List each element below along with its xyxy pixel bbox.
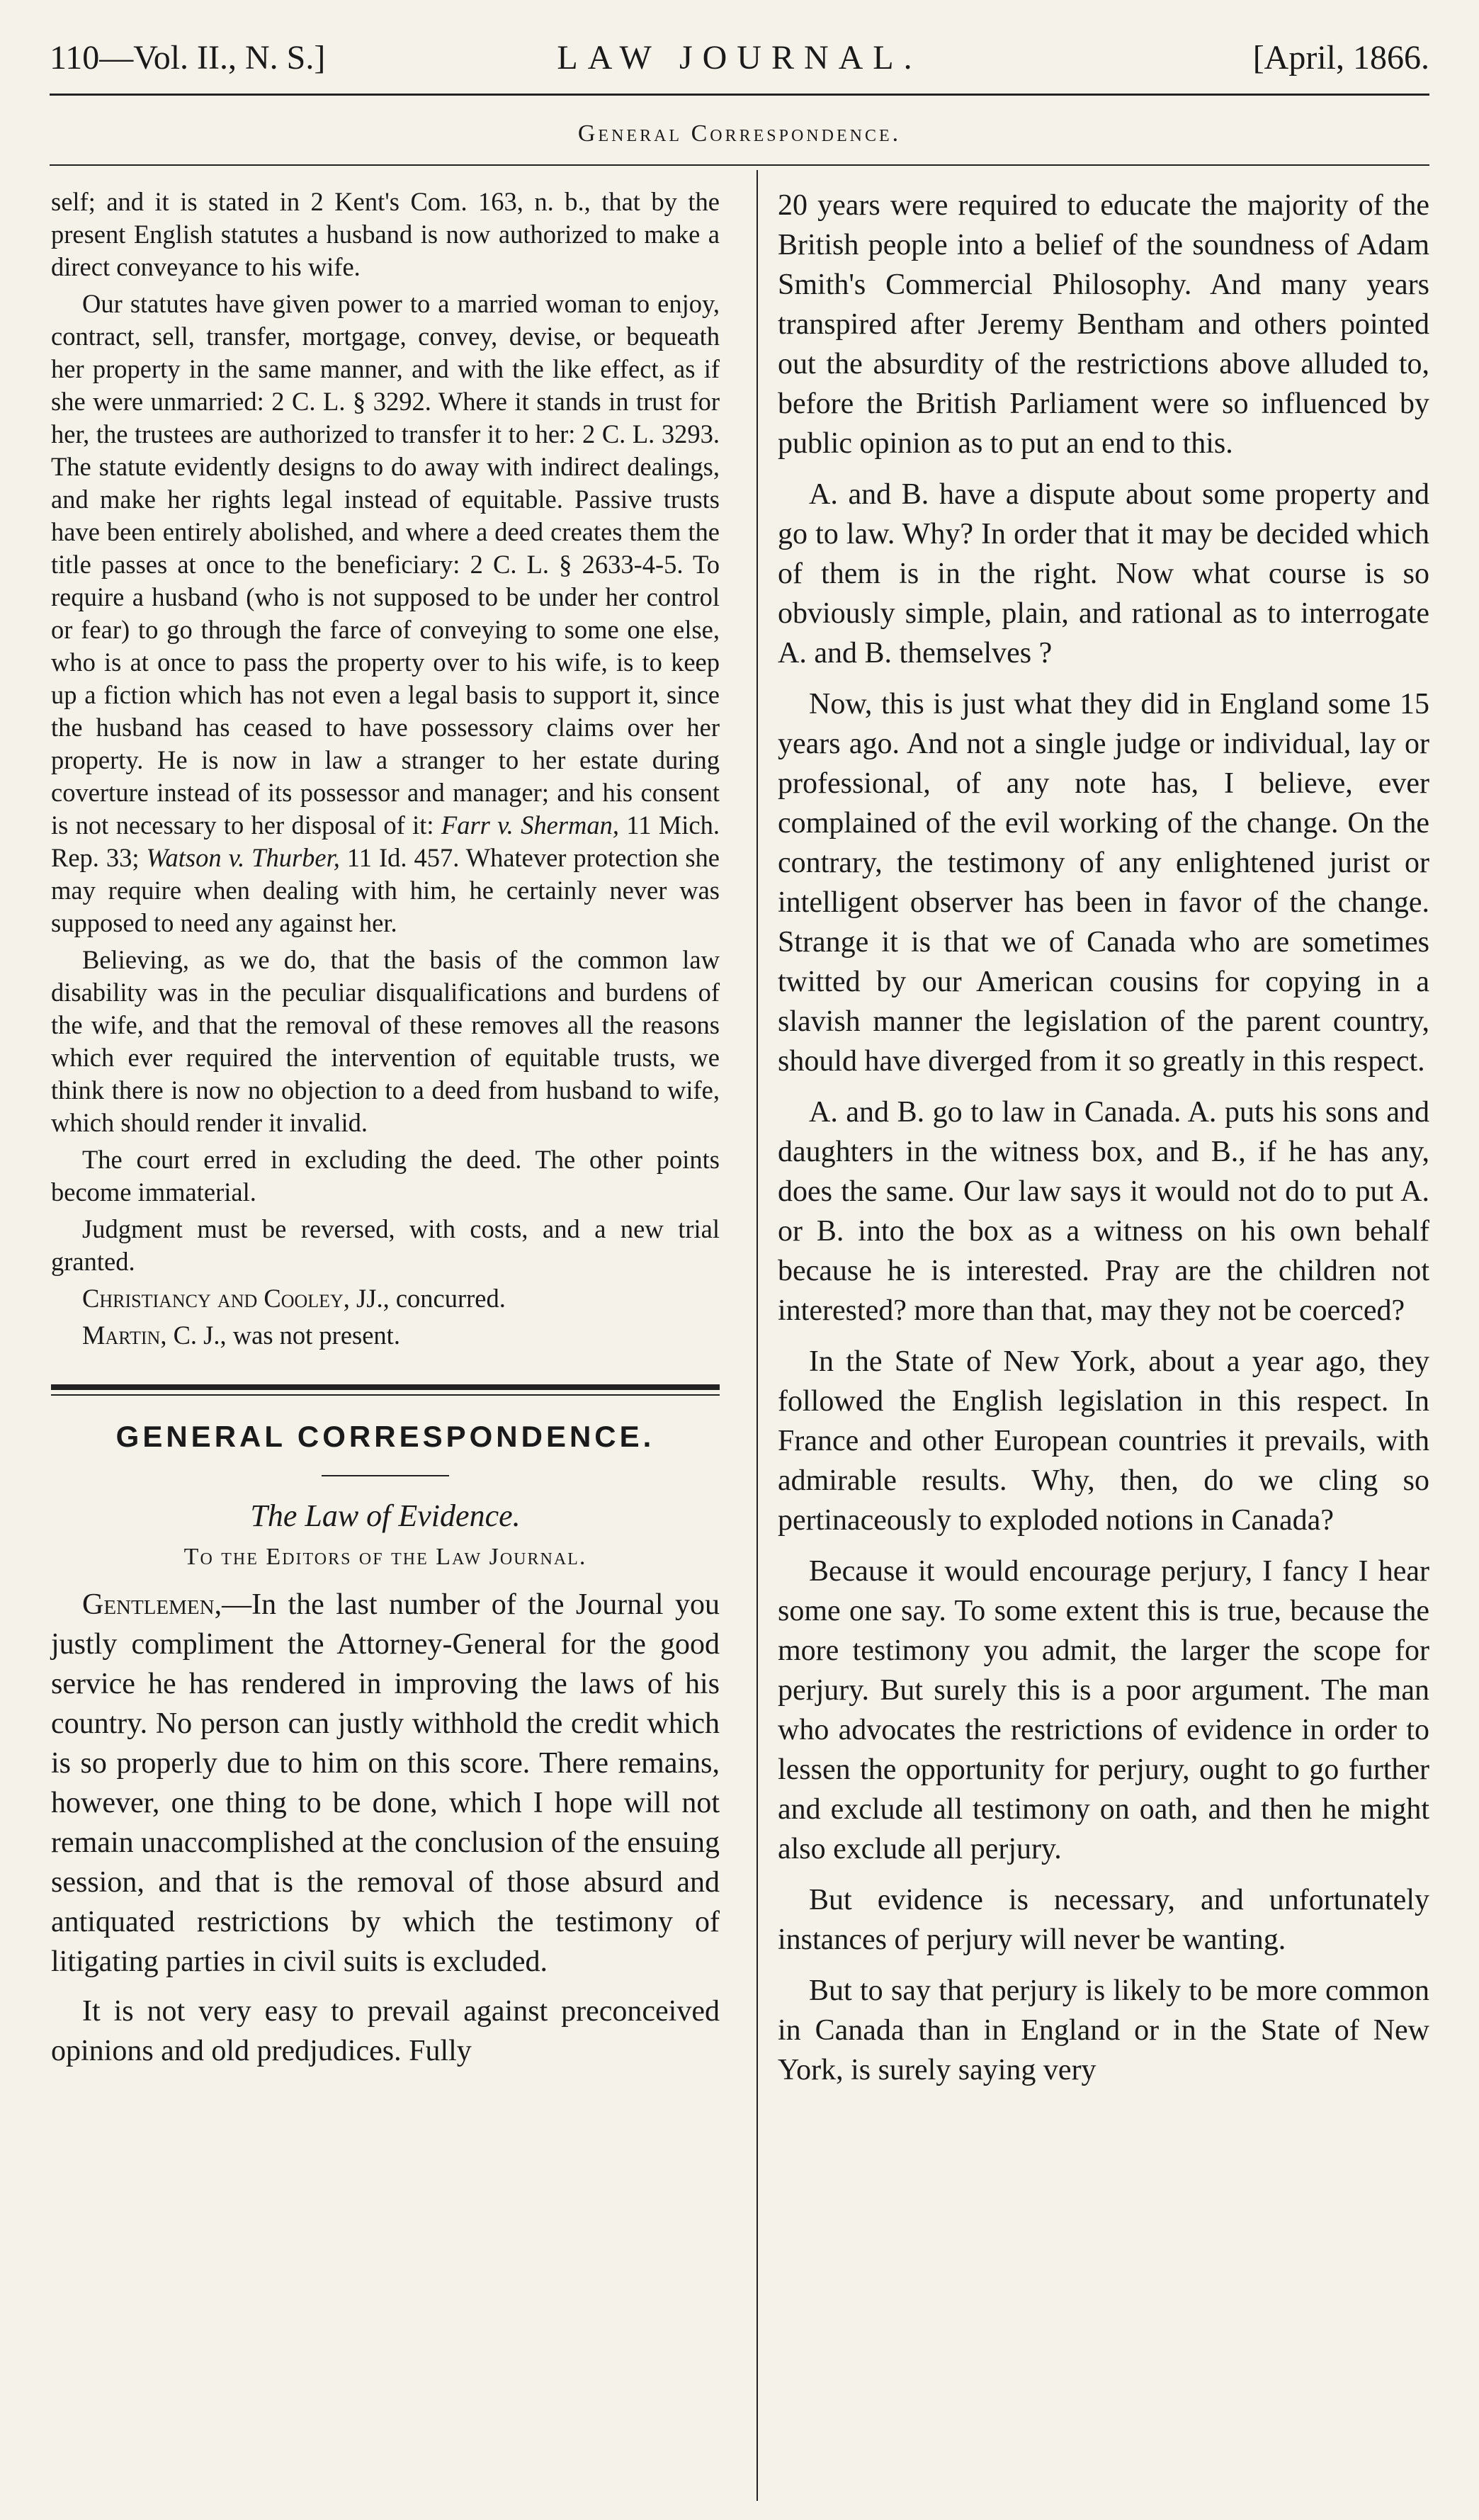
opinion-paragraph: self; and it is stated in 2 Kent's Com. 163, n. b., that by the present English statutes a husband is now authorized to make a direct conveyance to his wife. bbox=[51, 187, 720, 281]
letter-addressee: To the Editors of the Law Journal. bbox=[183, 1544, 587, 1570]
letter-paragraph: But to say that perjury is likely to be more common in Canada than in England or in the State of New York, is surely saying very bbox=[778, 1974, 1429, 2086]
letter-paragraph: A. and B. have a dispute about some property and go to law. Why? In order that it may be decided which of them is in the right. Now what course is so obviously simple, plain, and rational as to interrogate A. and B. themselves ? bbox=[778, 478, 1429, 669]
right-column bbox=[778, 186, 1429, 2101]
judgment-paragraph: Judgment must be reversed, with costs, and a new trial granted. bbox=[51, 1214, 720, 1276]
letter-paragraph: A. and B. go to law in Canada. A. puts his sons and daughters in the witness box, and B., if he has any, does the same. Our law says it would not do to put A. or B. into the box as a witness on his own behalf because he is interested. Pray are the children not interested? more than that, may they not be coerced? bbox=[778, 1096, 1429, 1327]
letter-paragraph: But evidence is necessary, and unfortunately instances of perjury will never be wanting. bbox=[778, 1884, 1429, 1956]
letter-body bbox=[51, 1585, 720, 2071]
general-correspondence-heading: GENERAL CORRESPONDENCE. bbox=[115, 1420, 655, 1453]
letter-paragraph: 20 years were required to educate the majority of the British people into a belief of the soundness of Adam Smith's Commercial Philosophy. And many years transpired after Jeremy Bentham and others pointed out the absurdity of the restrictions above alluded to, before the British Parliament were so influenced by public opinion as to put an end to this. bbox=[778, 189, 1429, 460]
section-thick-rule bbox=[51, 1384, 720, 1390]
heading-short-rule bbox=[322, 1475, 449, 1476]
letter-paragraph: Because it would encourage perjury, I fancy I hear some one say. To some extent this is true, because the more testimony you admit, the larger the scope for perjury. But surely this is a poor argument. The man who advocates the restrictions of evidence in order to lessen the opportunity for perjury, ought to go further and exclude all testimony on oath, and then he might also exclude all perjury. bbox=[778, 1555, 1429, 1865]
page-number-volume: 110—Vol. II., N. S.] bbox=[50, 39, 326, 77]
letter-paragraph: In the State of New York, about a year ago, they followed the English legislation in this respect. In France and other European countries it prevails, with admirable results. Why, then, do we cling so pertinaceously to exploded notions in Canada? bbox=[778, 1345, 1429, 1537]
opinion-paragraph: Believing, as we do, that the basis of the common law disability was in the peculiar disqualifications and burdens of the wife, and that the removal of these removes all the reasons which ever required the intervention of equitable trusts, we think there is now no objection to a deed from husband to wife, which should render it invalid. bbox=[51, 945, 720, 1137]
section-thin-rule bbox=[51, 1394, 720, 1396]
running-head bbox=[50, 30, 1429, 86]
letter-title: The Law of Evidence. bbox=[250, 1498, 521, 1533]
journal-title: LAW JOURNAL. bbox=[557, 39, 922, 77]
section-rule bbox=[50, 164, 1429, 166]
court-opinion bbox=[51, 186, 720, 1352]
header-rule bbox=[50, 94, 1429, 96]
letter-paragraph: Gentlemen,—In the last number of the Journal you justly compliment the Attorney-General for the good service he has rendered in improving the laws of his country. No person can justly withhold the credit which is so properly due to him on this score. There remains, however, one thing to be done, which I hope will not remain unaccomplished at the conclusion of the ensuing session, and that is the removal of those absurd and antiquated restrictions by which the testimony of litigating parties in civil suits is excluded. bbox=[51, 1588, 720, 1978]
opinion-paragraph: Our statutes have given power to a married woman to enjoy, contract, sell, transfer, mortgage, convey, devise, or bequeath her property in the same manner, and with the like effect, as if she were unmarried: 2 C. L. § 3292. Where it stands in trust for her, the trustees are authorized to transfer it to her: 2 C. L. 3293. The statute evidently designs to do away with indirect dealings, and make her rights legal instead of equitable. Passive trusts have been entirely abolished, and where a deed creates them the title passes at once to the beneficiary: 2 C. L. § 2633-4-5. To require a husband (who is not supposed to be under her control or fear) to go through the farce of conveying to some one else, who is at once to pass the property over to his wife, is to keep up a fiction which has not even a legal basis to support it, since the husband has ceased to have possessory claims over her property. He is now in law a stranger to her estate during coverture instead of its possessor and manager; and his consent is not necessary to her disposal of it: Farr v. Sherman, 11 Mich. Rep. 33; Watson v. Thurber, 11 Id. 457. Whatever protection she may require when dealing with him, he certainly never was supposed to need any against her. bbox=[51, 289, 720, 937]
opinion-paragraph: The court erred in excluding the deed. The other points become immaterial. bbox=[51, 1145, 720, 1207]
issue-date: [April, 1866. bbox=[1252, 39, 1429, 77]
left-column bbox=[51, 186, 720, 2081]
column-divider bbox=[756, 170, 758, 2501]
absence-line: Martin, C. J., was not present. bbox=[82, 1321, 400, 1350]
letter-paragraph: It is not very easy to prevail against preconceived opinions and old predjudices. Fully bbox=[51, 1995, 720, 2067]
concurrence-line: Christiancy and Cooley, JJ., concurred. bbox=[82, 1284, 506, 1313]
section-running-title: General Correspondence. bbox=[577, 120, 902, 147]
letter-paragraph: Now, this is just what they did in England some 15 years ago. And not a single judge or individual, lay or professional, of any note has, I believe, ever complained of the evil working of the change. On the contrary, the testimony of any enlightened jurist or intelligent observer has been in favor of the change. Strange it is that we of Canada who are sometimes twitted by our American cousins for copying in a slavish manner the legislation of the parent country, should have diverged from it so greatly in this respect. bbox=[778, 688, 1429, 1078]
